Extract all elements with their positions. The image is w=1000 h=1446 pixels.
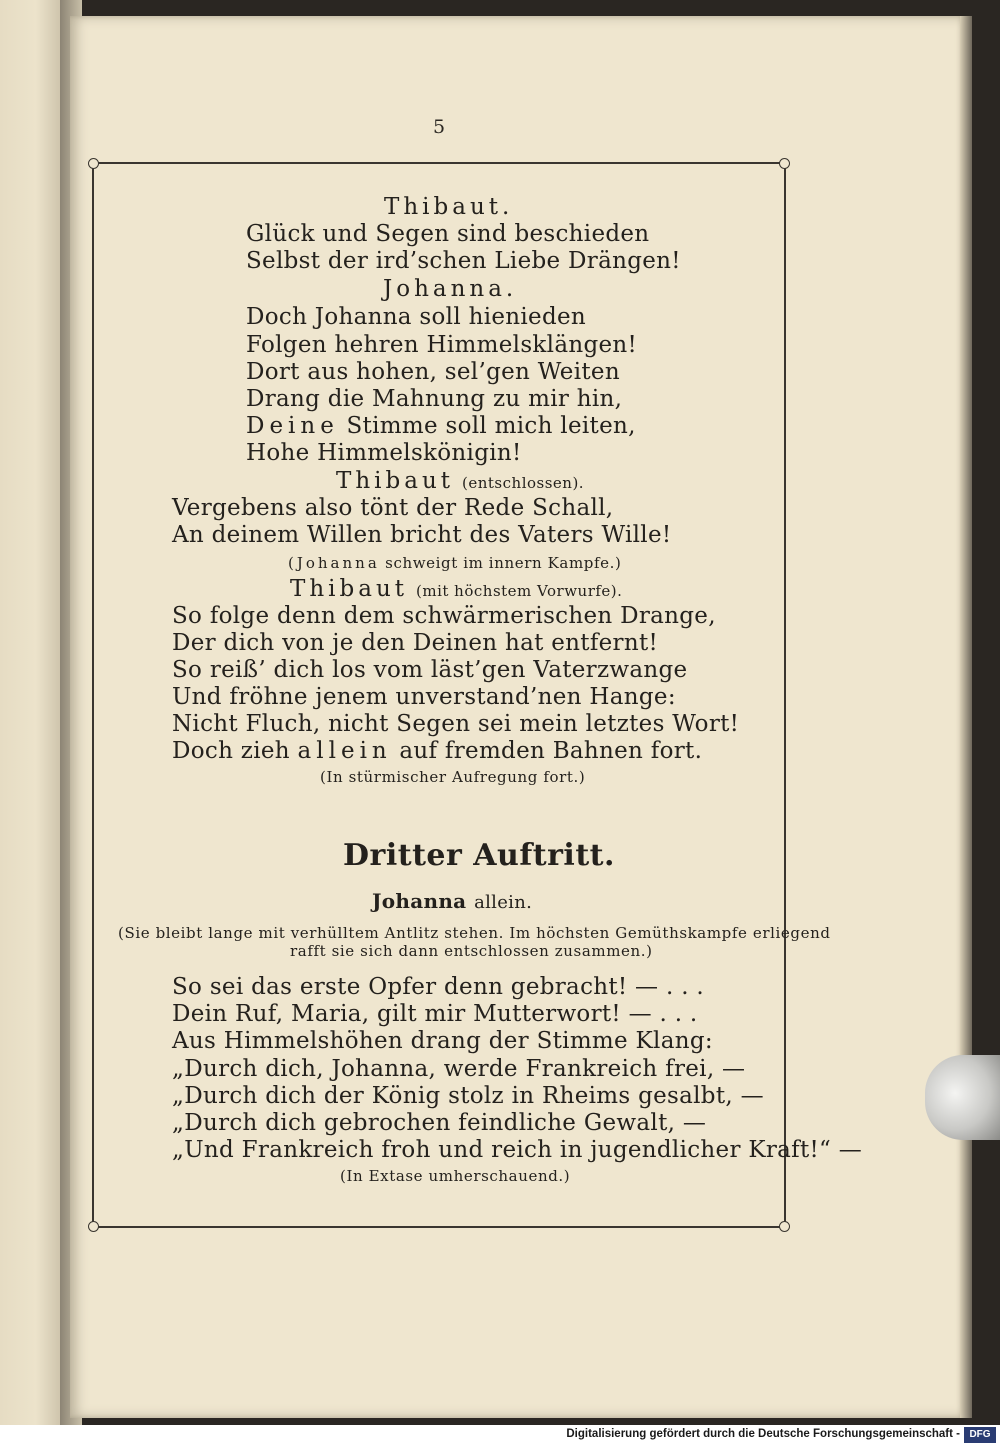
verse-line: So reiß’ dich los vom läst’gen Vaterzwange — [172, 657, 688, 683]
stage-direction: (mit höchstem Vorwurfe). — [416, 582, 623, 600]
verse-line: Vergebens also tönt der Rede Schall, — [172, 495, 614, 521]
verse-line: Der dich von je den Deinen hat entfernt! — [172, 630, 659, 656]
stage-direction: (Sie bleibt lange mit verhülltem Antlitz stehen. Im höchsten Gemüthskampfe erliegend — [118, 924, 831, 942]
verse-line: Dein Ruf, Maria, gilt mir Mutterwort! — . . . — [172, 1001, 698, 1027]
verse-line: Selbst der ird’schen Liebe Drängen! — [246, 248, 681, 274]
frame-corner-ornament — [779, 1221, 790, 1232]
stage-direction: (entschlossen). — [462, 474, 585, 492]
frame-corner-ornament — [779, 158, 790, 169]
verse-line: So folge denn dem schwärmerischen Drange, — [172, 603, 716, 629]
emphasized-word: allein — [297, 738, 392, 764]
stage-text: schweigt im innern Kampfe.) — [385, 554, 622, 572]
verse-line — [172, 738, 702, 764]
verse-line: Hohe Himmelskönigin! — [246, 440, 522, 466]
speaker-thibaut-direction — [290, 576, 622, 602]
verse-text: Doch zieh — [172, 738, 290, 764]
emphasized-word: Deine — [246, 413, 339, 439]
emphasized-word: (Johanna — [288, 554, 380, 572]
verse-line: Nicht Fluch, nicht Segen sei mein letztes Wort! — [172, 711, 740, 737]
verse-line — [246, 413, 636, 439]
verse-line: „Durch dich, Johanna, werde Frankreich frei, — — [172, 1056, 746, 1082]
verse-line: „Und Frankreich froh und reich in jugendlicher Kraft!“ — — [172, 1137, 863, 1163]
scene-cast — [372, 888, 532, 914]
speaker-thibaut: Thibaut. — [384, 194, 514, 220]
scene-title: Dritter Auftritt. — [343, 838, 615, 873]
dfg-logo-icon: DFG — [964, 1427, 996, 1443]
verse-line: So sei das erste Opfer denn gebracht! — . . . — [172, 974, 705, 1000]
verse-line: Folgen hehren Himmelsklängen! — [246, 332, 638, 358]
stage-direction — [288, 554, 621, 572]
verse-line: Glück und Segen sind beschieden — [246, 221, 650, 247]
stage-direction: (In stürmischer Aufregung fort.) — [320, 768, 586, 786]
previous-page-edge — [0, 0, 60, 1425]
verse-text: auf fremden Bahnen fort. — [399, 738, 703, 764]
frame-corner-ornament — [88, 158, 99, 169]
speaker-johanna: Johanna. — [383, 276, 518, 302]
frame-corner-ornament — [88, 1221, 99, 1232]
speaker-name: Thibaut — [336, 468, 455, 494]
verse-line: Aus Himmelshöhen drang der Stimme Klang: — [172, 1028, 713, 1054]
cast-note: allein. — [474, 892, 533, 913]
verse-line: „Durch dich gebrochen feindliche Gewalt, — — [172, 1110, 707, 1136]
speaker-thibaut-direction — [336, 468, 584, 494]
verse-line: Und fröhne jenem unverstand’nen Hange: — [172, 684, 676, 710]
verse-line: Dort aus hohen, sel’gen Weiten — [246, 359, 620, 385]
speaker-name: Johanna — [372, 889, 467, 913]
footer-bar — [0, 1425, 1000, 1446]
verse-line: Doch Johanna soll hienieden — [246, 304, 587, 330]
funding-notice: Digitalisierung gefördert durch die Deutsche Forschungsgemeinschaft - — [566, 1428, 960, 1440]
page-number: 5 — [432, 116, 446, 138]
verse-text: Stimme soll mich leiten, — [346, 413, 636, 439]
verse-line: „Durch dich der König stolz in Rheims gesalbt, — — [172, 1083, 764, 1109]
page-edge — [960, 16, 972, 1418]
verse-line: An deinem Willen bricht des Vaters Wille! — [172, 522, 672, 548]
speaker-name: Thibaut — [290, 576, 409, 602]
verse-line: Drang die Mahnung zu mir hin, — [246, 386, 623, 412]
scanner-thumb-artifact — [925, 1055, 1000, 1140]
stage-direction: (In Extase umherschauend.) — [340, 1167, 571, 1185]
stage-direction: rafft sie sich dann entschlossen zusammen.) — [290, 942, 653, 960]
